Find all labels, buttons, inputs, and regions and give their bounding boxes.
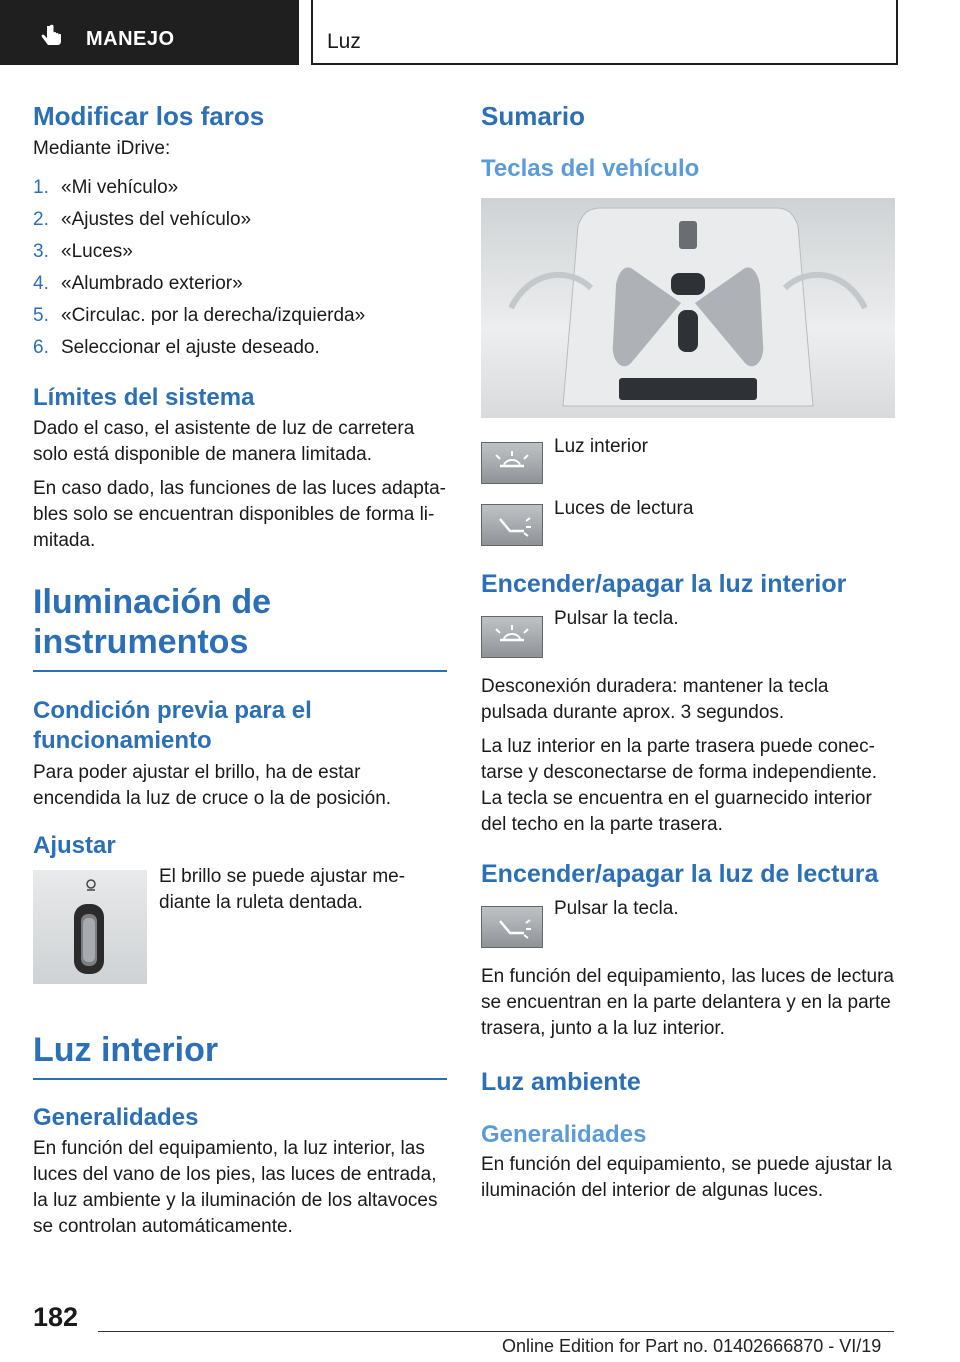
- reading-light-key-image: [481, 906, 543, 948]
- interior-light-icon: [482, 617, 542, 657]
- heading-interior-light: Luz interior: [33, 1031, 219, 1069]
- list-item: 2. «Ajustes del vehículo»: [33, 209, 252, 230]
- list-item: 1. «Mi vehículo»: [33, 177, 179, 198]
- key-row-press-reading: [481, 896, 895, 950]
- section-tab: [0, 0, 299, 65]
- list-item: 5. «Circulac. por la derecha/izquierda»: [33, 305, 366, 326]
- heading-onoff-interior: Encender/apagar la luz interior: [481, 570, 847, 598]
- key-row-interior: [481, 434, 895, 496]
- left-column: [33, 100, 447, 1240]
- heading-instrument-lighting: Iluminación de instrumentos: [33, 583, 272, 661]
- ambient-paragraph: En función del equipamiento, se puede ajustar la iluminación del interior de algunas luces.: [481, 1154, 892, 1201]
- heading-ambient-light: Luz ambiente: [481, 1068, 641, 1096]
- list-item: 3. «Luces»: [33, 241, 133, 262]
- reading-paragraph: En función del equipamiento, las luces de lectura se encuentran en la parte delantera y en la parte trasera, junto a la luz interior.: [481, 966, 894, 1039]
- general-paragraph: En función del equipamiento, la luz interior, las luces del vano de los pies, las luces de entrada, la luz ambiente y la iluminación de los altavoces se controlan automáticamente.: [33, 1138, 438, 1237]
- interior-light-key-image: [481, 616, 543, 658]
- interior-paragraph-2: La luz interior en la parte trasera puede conectarse y desconectarse de forma independiente. La tecla se encuentra en el guarnecido interior del techo en la parte trasera.: [481, 736, 878, 835]
- limits-paragraph-1: Dado el caso, el asistente de luz de carretera solo está disponible de manera limitada.: [33, 418, 415, 465]
- precondition-paragraph: Para poder ajustar el brillo, ha de estar encendida la luz de cruce o la de posición.: [33, 762, 392, 809]
- roof-console-illustration: [481, 198, 895, 418]
- section-divider: [33, 670, 447, 672]
- key-row-reading: [481, 496, 895, 558]
- chapter-header: [311, 0, 898, 65]
- heading-general: Generalidades: [33, 1104, 199, 1131]
- steps-list: [33, 172, 447, 364]
- reading-light-icon: [482, 907, 542, 947]
- heading-modify-headlights: Modificar los faros: [33, 101, 265, 131]
- chapter-title: Luz: [327, 30, 361, 53]
- via-idrive-text: Mediante iDrive:: [33, 138, 171, 159]
- heading-adjust: Ajustar: [33, 832, 116, 859]
- interior-light-key-image: [481, 442, 543, 484]
- heading-onoff-reading: Encender/apagar la luz de lectura: [481, 860, 879, 888]
- section-tab-label: MANEJO: [86, 28, 175, 50]
- list-item: 6. Seleccionar el ajuste deseado.: [33, 337, 320, 358]
- interior-light-icon: [482, 443, 542, 483]
- edition-text: Online Edition for Part no. 01402666870 - VI/19: [502, 1336, 882, 1356]
- heading-system-limits: Límites del sistema: [33, 384, 255, 411]
- roof-console-image: [481, 198, 895, 418]
- interior-light-label: Luz interior: [554, 436, 648, 457]
- list-item: 4. «Alumbrado exterior»: [33, 273, 243, 294]
- heading-precondition: Condición previa para el funcionamiento: [33, 697, 312, 754]
- hand-pointer-icon: [38, 24, 64, 50]
- page-number: 182: [33, 1302, 79, 1332]
- heading-ambient-general: Generalidades: [481, 1121, 647, 1148]
- press-key-text: Pulsar la tecla.: [554, 898, 679, 919]
- reading-light-icon: [482, 505, 542, 545]
- section-divider: [33, 1078, 447, 1080]
- adjust-block: [33, 866, 447, 988]
- footer-divider: [98, 1331, 894, 1332]
- reading-light-label: Luces de lectura: [554, 498, 694, 519]
- heading-vehicle-keys: Teclas del vehículo: [481, 155, 700, 182]
- interior-paragraph-1: Desconexión duradera: mantener la tecla pulsada durante aprox. 3 segundos.: [481, 676, 829, 723]
- key-row-press-interior: [481, 606, 895, 660]
- thumbwheel-icon: [33, 870, 147, 984]
- right-column: [481, 100, 895, 1204]
- press-key-text: Pulsar la tecla.: [554, 608, 679, 629]
- dimmer-wheel-image: [33, 870, 147, 984]
- adjust-paragraph: El brillo se puede ajustar mediante la ruleta dentada.: [159, 866, 406, 913]
- limits-paragraph-2: En caso dado, las funciones de las luces adaptables solo se encuentran disponibles de forma limitada.: [33, 478, 446, 551]
- heading-summary: Sumario: [481, 101, 586, 131]
- reading-light-key-image: [481, 504, 543, 546]
